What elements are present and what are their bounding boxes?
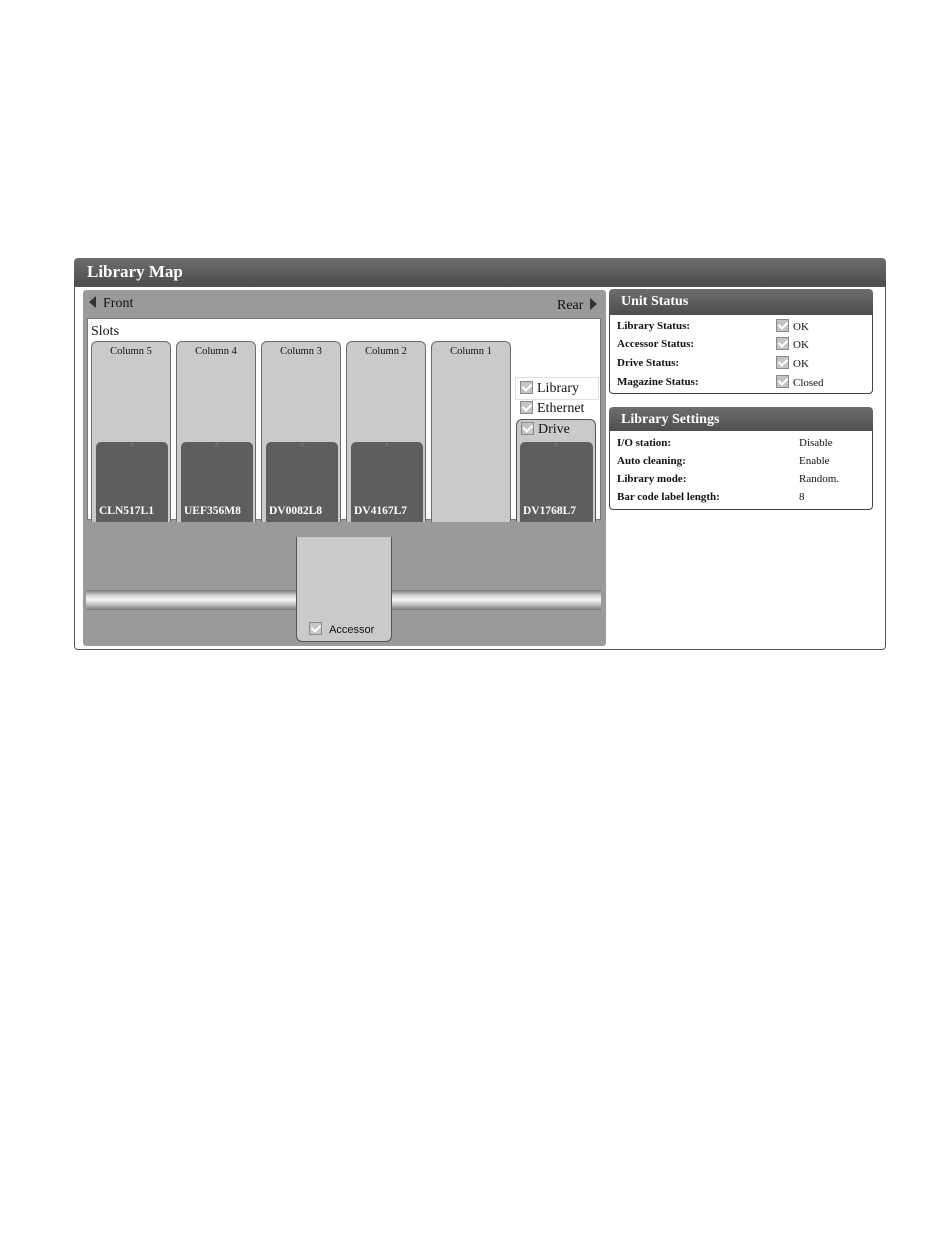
status-label: Magazine Status: — [617, 376, 699, 388]
setting-label: I/O station: — [617, 437, 672, 449]
cartridge-label: DV4167L7 — [354, 505, 408, 517]
setting-value: Random. — [799, 473, 840, 485]
status-value-text: OK — [793, 339, 809, 351]
column-heading: Column 5 — [110, 346, 152, 357]
accessor[interactable] — [296, 537, 392, 642]
checkbox-checked-icon — [309, 622, 322, 635]
status-label: Drive Status: — [617, 357, 680, 369]
cartridge-label: DV1768L7 — [523, 505, 577, 517]
setting-value: Disable — [799, 437, 833, 449]
cartridge-label: UEF356M8 — [184, 505, 241, 517]
status-value — [776, 337, 809, 351]
column-heading: Column 2 — [365, 346, 407, 357]
column-heading: Column 1 — [450, 346, 492, 357]
rear-nav-button[interactable] — [557, 298, 597, 314]
accessor-toggle[interactable] — [309, 622, 374, 636]
chevron-up-icon: ^ — [214, 441, 220, 452]
checkbox-checked-icon — [776, 337, 789, 350]
cartridge-slot[interactable] — [181, 442, 253, 522]
cartridge-slot[interactable] — [266, 442, 338, 522]
setting-label: Auto cleaning: — [617, 455, 686, 467]
column-5[interactable] — [91, 341, 171, 522]
ethernet-legend-label: Ethernet — [537, 401, 585, 416]
chevron-up-icon: ^ — [129, 441, 135, 452]
drive-toggle[interactable] — [521, 422, 570, 438]
setting-label: Bar code label length: — [617, 491, 720, 503]
checkbox-checked-icon — [521, 422, 534, 435]
library-settings-title: Library Settings — [609, 407, 873, 433]
setting-label: Library mode: — [617, 473, 687, 485]
drive-legend-label: Drive — [538, 422, 570, 437]
drive-box[interactable] — [516, 419, 596, 522]
status-value — [776, 319, 809, 333]
unit-status-title: Unit Status — [609, 289, 873, 315]
status-value — [776, 375, 824, 389]
checkbox-checked-icon — [776, 319, 789, 332]
cartridge-slot[interactable] — [351, 442, 423, 522]
chevron-up-icon: ^ — [299, 441, 305, 452]
status-value-text: Closed — [793, 377, 824, 389]
status-value-text: OK — [793, 358, 809, 370]
arrow-right-icon — [590, 298, 597, 310]
library-legend-label: Library — [537, 381, 579, 396]
checkbox-checked-icon — [520, 401, 533, 414]
ethernet-toggle[interactable] — [520, 401, 584, 417]
checkbox-checked-icon — [776, 356, 789, 369]
status-label: Library Status: — [617, 320, 691, 332]
chevron-up-icon: ^ — [554, 441, 559, 452]
status-value — [776, 356, 809, 370]
status-label: Accessor Status: — [617, 338, 695, 350]
slots-label: Slots — [91, 324, 120, 339]
cartridge-slot[interactable] — [96, 442, 168, 522]
column-1[interactable] — [431, 341, 511, 522]
cartridge-label: DV0082L8 — [269, 505, 323, 517]
checkbox-checked-icon — [776, 375, 789, 388]
column-heading: Column 3 — [280, 346, 322, 357]
accessor-label: Accessor — [329, 624, 375, 636]
status-value-text: OK — [793, 321, 809, 333]
setting-value: Enable — [799, 455, 830, 467]
front-nav-button[interactable] — [89, 296, 133, 312]
library-toggle[interactable] — [516, 378, 598, 399]
setting-value: 8 — [799, 491, 805, 503]
front-label: Front — [103, 296, 134, 311]
chevron-up-icon: ^ — [384, 441, 390, 452]
checkbox-checked-icon — [520, 381, 533, 394]
rear-label: Rear — [557, 298, 584, 313]
column-3[interactable] — [261, 341, 341, 522]
library-map-title: Library Map — [74, 258, 886, 286]
arrow-left-icon — [89, 296, 96, 308]
column-4[interactable] — [176, 341, 256, 522]
column-heading: Column 4 — [195, 346, 237, 357]
drive-cartridge[interactable] — [520, 442, 593, 522]
column-2[interactable] — [346, 341, 426, 522]
cartridge-label: CLN517L1 — [99, 505, 154, 517]
